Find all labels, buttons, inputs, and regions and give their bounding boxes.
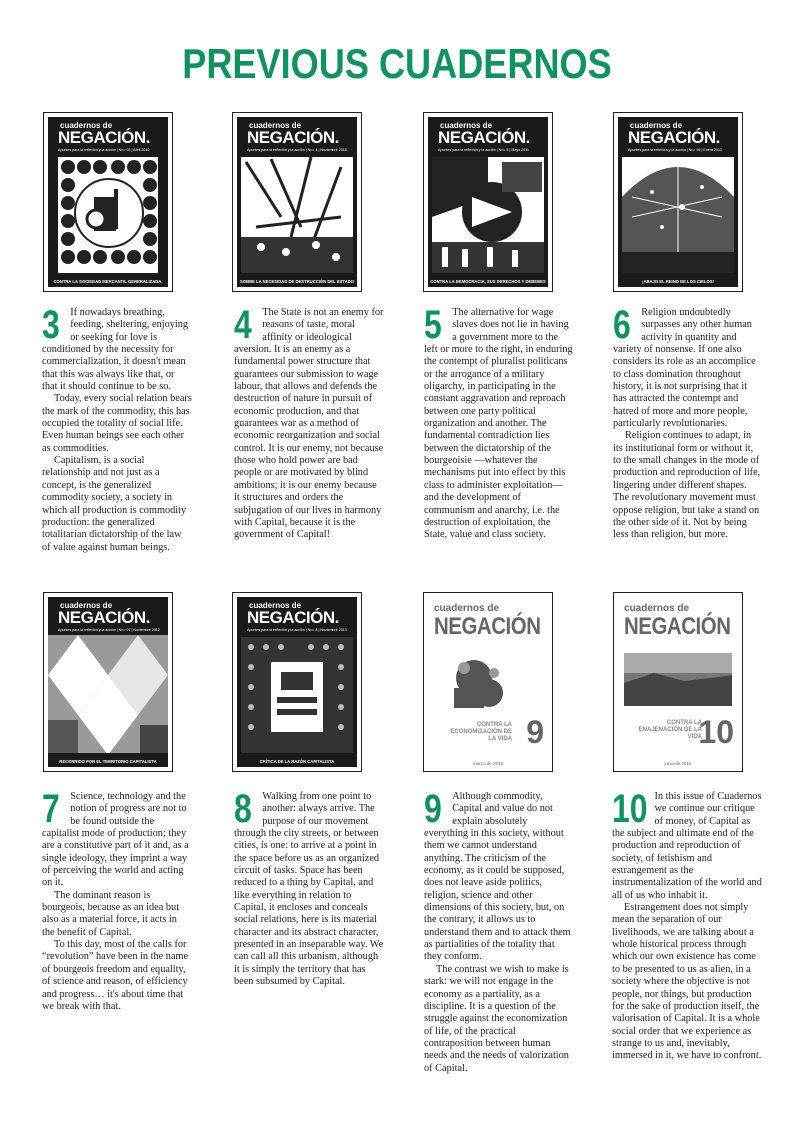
cover-band: SOBRE LA NECESIDAD DE DESTRUCCIÓN DEL ESTADO bbox=[240, 279, 354, 284]
cover-masthead-small: cuadernos de bbox=[60, 121, 113, 130]
page-title: PREVIOUS CUADERNOS bbox=[182, 40, 612, 87]
paragraph: If nowadays breathing, feeding, sheltering, enjoying or seeking for love is conditioned by the necessity for commercialization, it doesn't mean that this was always like that, or that it should continue to be so. bbox=[42, 307, 189, 393]
cover-masthead: NEGACIÓN. bbox=[247, 128, 339, 147]
cover-masthead: NEGACIÓN. bbox=[628, 128, 720, 147]
cover-band: CONTRA LA SOCIEDAD MERCANTIL GENERALIZADA. bbox=[53, 279, 163, 284]
issue-number: 3 bbox=[42, 303, 60, 347]
cover-band: ¡ABAJO EL REINO DE LOS CIELOS! bbox=[642, 279, 714, 284]
cover-artwork bbox=[58, 157, 158, 273]
paragraph: The contrast we wish to make is stark: we will not engage in the economy as a partiality, as a discipline. It is a question of the struggle against the economization of life, of the practical contraposition between human needs and the needs of valorization of Capital. bbox=[424, 963, 569, 1074]
cover-artwork bbox=[432, 157, 544, 273]
cover-subline: Apuntes para la reflexión y la acción | Nro. 03 | Abril 2010. bbox=[58, 148, 151, 152]
article-9 bbox=[424, 787, 574, 1075]
cover-masthead-small: cuadernos de bbox=[440, 121, 493, 130]
issue-number: 9 bbox=[424, 787, 442, 831]
cover-masthead: NEGACIÓN bbox=[434, 613, 541, 640]
cover-masthead-small: cuadernos de bbox=[249, 121, 302, 130]
cover-subline: Apuntes para la reflexión y la acción | Nro. 5 | Mayo 2011 bbox=[438, 148, 529, 152]
cover-issue-5 bbox=[423, 112, 553, 292]
article-7 bbox=[42, 787, 192, 1013]
cover-issue-date: marzo de 2015 bbox=[472, 761, 504, 766]
cover-masthead: NEGACIÓN bbox=[624, 613, 731, 640]
cover-band: CRÍTICA DE LA RAZÓN CAPITALISTA bbox=[259, 759, 335, 764]
cover-issue-6 bbox=[613, 112, 743, 292]
cover-artwork bbox=[241, 157, 353, 273]
paragraph: The State is not an enemy for reasons of taste, moral affinity or ideological aversion. It is an enemy as a fundamental power structure that guarantees our submission to wage labour, that allows and defends the destruction of nature in pursuit of economic production, and that guarantees war as a method of economic reorganization and social control. It is our enemy, not because those who hold power are bad people or are motivated by blind ambitions; it is our enemy because it structures and orders the subjugation of our lives in harmony with Capital, because it is the government of Capital! bbox=[234, 307, 384, 541]
cover-issue-7 bbox=[43, 592, 173, 772]
paragraph: Today, every social relation bears the mark of the commodity, this has occupied the totality of social life. Even human beings see each other as commodities. bbox=[42, 393, 192, 454]
paragraph: Although commodity, Capital and value do not explain absolutely everything in this society, without them we cannot understand anything. The criticism of the economy, as it could be supposed, does not leave aside politics, religion, science and other dimensions of this society, but, on the contrary, it allows us to understand them and to attack them as partialities of the totality that they conform. bbox=[424, 791, 571, 963]
cover-artwork bbox=[241, 637, 353, 753]
cover-issue-tagline: CONTRA LA ECONOMIZACIÓN DE LA VIDA bbox=[450, 722, 512, 742]
cover-masthead-small: cuadernos de bbox=[434, 603, 500, 614]
paragraph: The alternative for wage slaves does not lie in having a government more to the left or more to the right, in enduring the contempt of pluralist politicans or the arrogance of a military oligarchy, in participating in the constant aggravation and reproach between one party political organization and another. The fundamental contradiction lies between the dictatorship of the bourgeoisie —whatever the mechanisms put into effect by this class to administer exploitation— and the development of communism and anarchy, i.e. the destruction of exploitation, the State, value and class society. bbox=[424, 307, 573, 541]
paragraph: The dominant reason is bourgeois, because as an idea but also as a material force, it acts in the benefit of Capital. bbox=[42, 889, 180, 938]
cover-masthead-small: cuadernos de bbox=[630, 121, 683, 130]
paragraph: Capitalism, is a social relationship and not just as a concept, is the generalized commodity society, a society in which all production is commodity production: the generalized totalitarian dictatorship of the law of value against human beings. bbox=[42, 455, 187, 553]
issue-number: 4 bbox=[234, 303, 252, 347]
article-3 bbox=[42, 303, 192, 554]
cover-band: RECORRIDO POR EL TERRITORIO CAPITALISTA bbox=[59, 759, 157, 764]
issue-number: 8 bbox=[234, 787, 252, 831]
issue-number: 7 bbox=[42, 787, 60, 831]
cover-artwork bbox=[624, 653, 732, 706]
cover-subline: Apuntes para la reflexión y la acción | Nro. 07 | Noviembre 2012 bbox=[58, 628, 160, 632]
cover-issue-number: 9 bbox=[526, 714, 544, 750]
cover-issue-date: junio de 2016 bbox=[664, 761, 692, 766]
article-8 bbox=[234, 787, 384, 989]
article-5 bbox=[424, 303, 574, 542]
cover-issue-number: 10 bbox=[698, 714, 734, 750]
cover-band: CONTRA LA DEMOCRACIA, SUS DERECHOS Y DEBERES bbox=[430, 279, 546, 284]
paragraph: Religion continues to adapt, in its institutional form or without it, to the small changes in the mode of production and reproduction of life, lingering under different shapes. The revolutionary movement must oppose religion, but take a stand on the other side of it. Not by being less than religion, but more. bbox=[613, 430, 761, 541]
cover-masthead: NEGACIÓN. bbox=[247, 608, 339, 627]
issue-number: 5 bbox=[424, 303, 442, 347]
cover-masthead-small: cuadernos de bbox=[624, 603, 690, 614]
cover-issue-9 bbox=[423, 592, 553, 772]
cover-issue-tagline: CONTRA LA ENAJENACIÓN DE LA VIDA bbox=[638, 720, 702, 740]
cover-masthead-small: cuadernos de bbox=[249, 601, 302, 610]
cover-subline: Apuntes para la reflexión y la acción | Nro. 8 | Noviembre 2013 bbox=[247, 628, 347, 632]
issue-number: 10 bbox=[612, 787, 648, 831]
article-6 bbox=[613, 303, 763, 542]
paragraph: Walking from one point to another: always arrive. The purpose of our movement through the city streets, or between cities, is one: to arrive at a point in the space before us as an organized circuit of tasks. Space has been reduced to a thing by Capital, and like everything in relation to Capital, it encloses and conceals social relations, here is its material character and its abstract character, presented in an inseparable way. We can call all this urbanism, although it is simply the territory that has been subsumed by Capital. bbox=[234, 791, 384, 988]
issue-number: 6 bbox=[613, 303, 631, 347]
paragraph: Science, technology and the notion of progress are not to be found outside the capitalist mode of production; they are a constitutive part of it and, as a single ideology, they imprint a way of perceiving the world and acting on it. bbox=[42, 791, 189, 889]
cover-masthead: NEGACIÓN. bbox=[438, 128, 530, 147]
cover-artwork bbox=[48, 635, 168, 753]
cover-issue-8 bbox=[232, 592, 362, 772]
cover-issue-10 bbox=[613, 592, 743, 772]
cover-masthead: NEGACIÓN. bbox=[58, 608, 150, 627]
cover-issue-3 bbox=[43, 112, 173, 292]
cover-masthead-small: cuadernos de bbox=[60, 601, 113, 610]
cover-artwork bbox=[622, 157, 734, 273]
paragraph: Estrangement does not simply mean the separation of our livelihoods, we are talking about a whole historical process through which our own existence has come to be presented to us as alien, in a society where the objective is not people, nor things, but production for the sake of production itself, the valorisation of Capital. It is a whole social order that we experience as strange to us and, inevitably, immersed in it, we have to confront. bbox=[612, 902, 762, 1062]
cover-artwork bbox=[444, 648, 512, 731]
paragraph: In this issue of Cuadernos we continue our critique of money, of Capital as the subject and ultimate end of the production and reproduction of society, of fetishism and estrangement as the instrumentalization of the world and all of us who inhabit it. bbox=[612, 791, 762, 901]
paragraph: To this day, most of the calls for “revolution” have been in the name of bourgeois freedom and equality, of science and reason, of efficiency and progress… it's about time that we break with that. bbox=[42, 939, 189, 1012]
cover-subline: Apuntes para la reflexión y la acción | Nro. 4 | Noviembre 2010 bbox=[247, 148, 347, 152]
cover-issue-4 bbox=[232, 112, 362, 292]
article-4 bbox=[234, 303, 384, 542]
cover-masthead: NEGACIÓN. bbox=[58, 128, 150, 147]
paragraph: Religion undoubtedly surpasses any other human activity in quantity and variety of nonsense. If one also considers its role as an accomplice to class domination throughout history, it is not surprising that it has attracted the contempt and hatred of more and more people, particularly revolutionaries. bbox=[613, 307, 756, 430]
cover-subline: Apuntes para la reflexión y la acción | Nro. 06 | Enero 2012. bbox=[628, 148, 723, 152]
article-10 bbox=[612, 787, 762, 1063]
